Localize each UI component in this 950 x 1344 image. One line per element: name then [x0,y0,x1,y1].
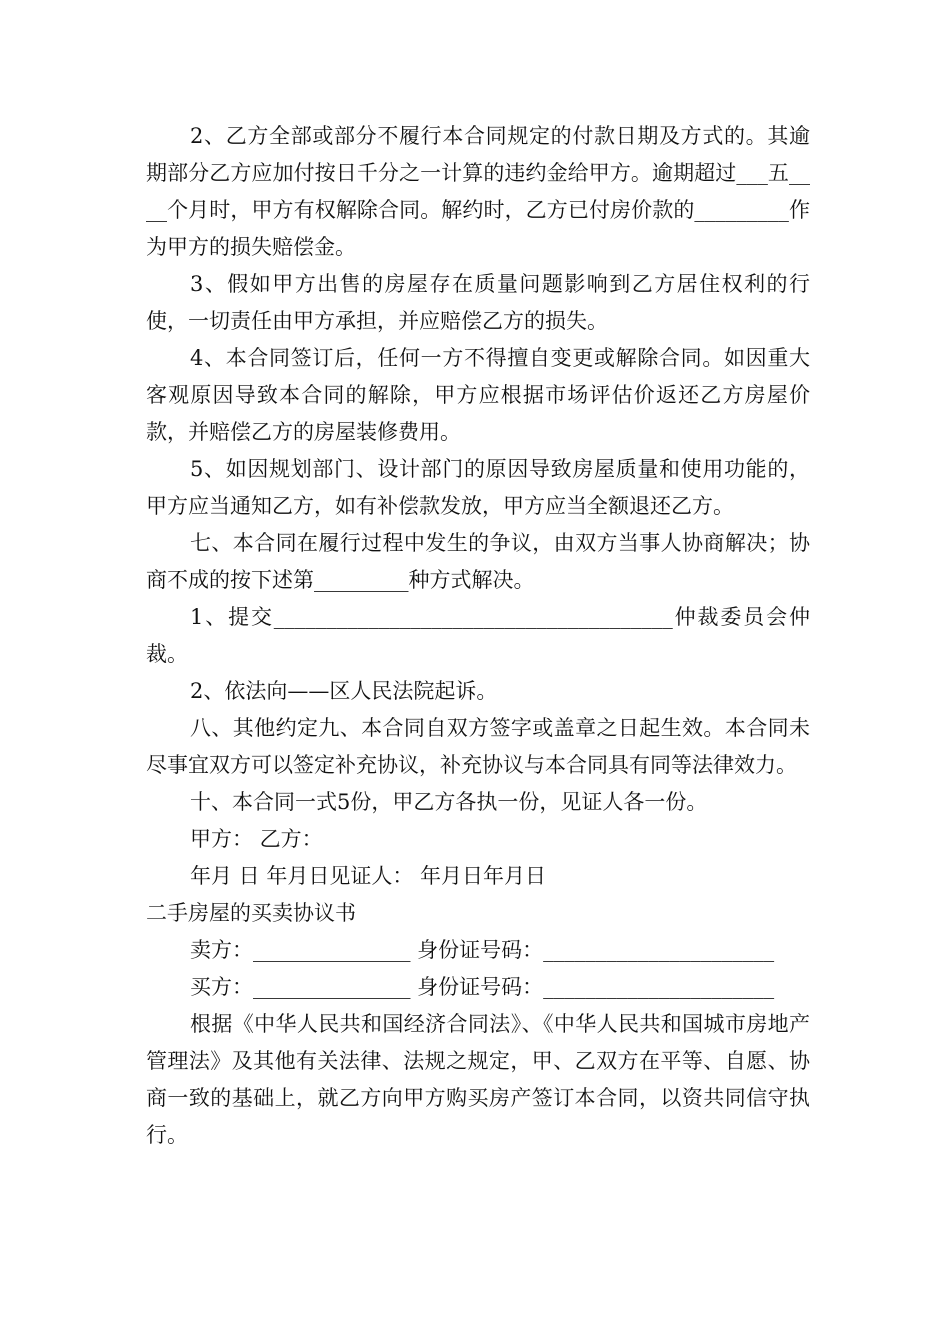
clause-7-dispute: 七、本合同在履行过程中发生的争议，由双方当事人协商解决；协商不成的按下述第_________种方式解决。 [146,531,810,592]
clause-2-payment-default: 2、乙方全部或部分不履行本合同规定的付款日期及方式的。其逾期部分乙方应加付按日千分之一计算的违约金给甲方。逾期超过___五____个月时，甲方有权解除合同。解约时，乙方已付房价款的_________作为甲方的损失赔偿金。 [146,124,810,259]
dispute-option-arbitration: 1、提交______________________________________仲裁委员会仲裁。 [146,605,810,666]
clause-5-planning: 5、如因规划部门、设计部门的原因导致房屋质量和使用功能的，甲方应当通知乙方，如有补偿款发放，甲方应当全额退还乙方。 [146,457,810,518]
clause-10-copies: 十、本合同一式5份，甲乙方各执一份，见证人各一份。 [190,790,708,814]
agreement-title: 二手房屋的买卖协议书 [146,901,356,925]
seller-line: 卖方：_______________ 身份证号码：______________________ [190,938,775,962]
dispute-option-court: 2、依法向——区人民法院起诉。 [190,679,498,703]
signature-dates: 年月 日 年月日见证人： 年月日年月日 [190,864,547,888]
signature-parties: 甲方： 乙方： [190,827,323,851]
preamble-paragraph: 根据《中华人民共和国经济合同法》、《中华人民共和国城市房地产管理法》及其他有关法律、法规之规定，甲、乙双方在平等、自愿、协商一致的基础上，就乙方向甲方购买房产签订本合同，以资共同信守执行。 [146,1012,810,1147]
clause-3-quality-issue: 3、假如甲方出售的房屋存在质量问题影响到乙方居住权利的行使，一切责任由甲方承担，并应赔偿乙方的损失。 [146,272,810,333]
clause-8-9-effect: 八、其他约定九、本合同自双方签字或盖章之日起生效。本合同未尽事宜双方可以签定补充协议，补充协议与本合同具有同等法律效力。 [146,716,810,777]
buyer-line: 买方：_______________ 身份证号码：______________________ [190,975,775,999]
clause-4-no-change: 4、本合同签订后，任何一方不得擅自变更或解除合同。如因重大客观原因导致本合同的解除，甲方应根据市场评估价返还乙方房屋价款，并赔偿乙方的房屋装修费用。 [146,346,810,444]
document-body [146,118,810,1154]
